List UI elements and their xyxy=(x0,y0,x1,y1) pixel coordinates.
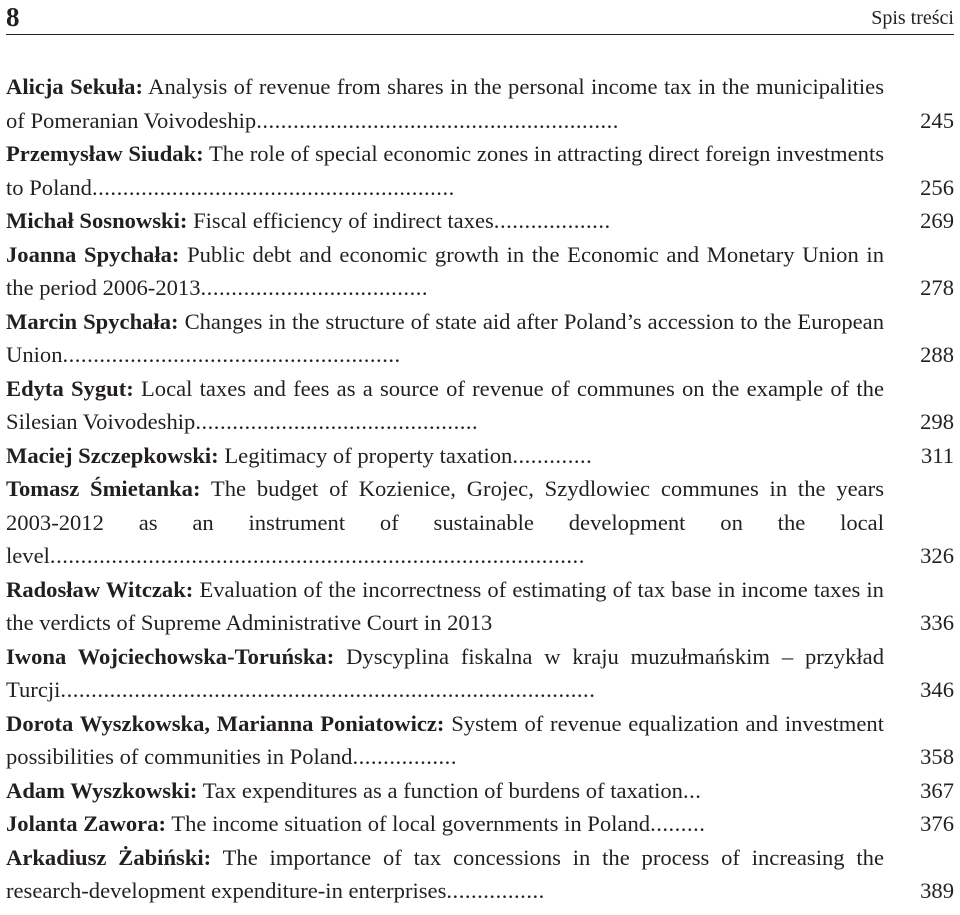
dot-leaders: ..................................... xyxy=(200,275,429,300)
entry-page-number: 336 xyxy=(920,610,954,635)
entry-page-number: 298 xyxy=(920,409,954,434)
entry-page-number: 256 xyxy=(920,174,954,200)
entry-title: Legitimacy of property taxation xyxy=(224,442,513,468)
toc-entry xyxy=(6,439,954,473)
entry-author: Joanna Spychała: xyxy=(6,241,180,267)
dot-leaders: ... xyxy=(682,777,702,803)
table-of-contents xyxy=(6,70,954,908)
toc-entry xyxy=(6,137,954,204)
toc-entry xyxy=(6,372,954,439)
entry-author: Jolanta Zawora: xyxy=(6,811,167,836)
toc-entry-text xyxy=(6,774,884,808)
dot-leaders: ........................................................... xyxy=(91,174,455,200)
dot-leaders: ....................................................................................... xyxy=(49,543,585,568)
entry-author: Michał Sosnowski: xyxy=(6,208,188,233)
toc-entry xyxy=(6,472,954,573)
entry-title: System of revenue equalization and investment possibilities of communities in Poland xyxy=(6,710,884,769)
toc-entry-text xyxy=(6,841,884,908)
dot-leaders: ................ xyxy=(446,878,545,903)
toc-entry-text xyxy=(6,137,884,204)
dot-leaders: ....................................................................................... xyxy=(60,677,596,702)
toc-entry-text xyxy=(6,707,884,774)
entry-page-number: 278 xyxy=(920,275,954,300)
entry-page-number: 326 xyxy=(920,543,954,568)
toc-entry xyxy=(6,707,954,774)
toc-entry-text xyxy=(6,372,884,439)
dot-leaders: ....................................................... xyxy=(62,342,401,367)
entry-page-number: 358 xyxy=(920,744,954,769)
entry-page-number: 376 xyxy=(920,811,954,836)
toc-entry-text xyxy=(6,573,884,640)
entry-author: Radosław Witczak: xyxy=(6,576,194,602)
toc-entry-text xyxy=(6,439,884,473)
entry-author: Dorota Wyszkowska, Marianna Poniatowicz: xyxy=(6,710,445,736)
entry-author: Tomasz Śmietanka: xyxy=(6,476,201,501)
toc-entry xyxy=(6,640,954,707)
dot-leaders: ................... xyxy=(493,208,611,233)
entry-title: Local taxes and fees as a source of revenue of communes on the example of the Silesian Voivodeship xyxy=(6,375,884,434)
entry-title: The role of special economic zones in attracting direct foreign investments to Poland xyxy=(6,141,885,200)
entry-author: Arkadiusz Żabiński: xyxy=(6,844,212,870)
entry-title: Evaluation of the incorrectness of estimating of tax base in income taxes in the verdicts of Supreme Administrative Court in 2013 xyxy=(6,576,884,635)
entry-page-number: 367 xyxy=(920,777,954,803)
entry-title: Dyscyplina fiskalna w kraju muzułmańskim – przykład Turcji xyxy=(6,643,885,702)
page-header xyxy=(6,0,954,35)
dot-leaders: ........................................................... xyxy=(256,107,619,133)
toc-entry-text xyxy=(6,70,884,137)
dot-leaders: ................. xyxy=(352,744,457,769)
entry-page-number: 346 xyxy=(920,677,954,702)
toc-entry-text xyxy=(6,305,884,372)
entry-title: Fiscal efficiency of indirect taxes xyxy=(193,208,494,233)
entry-page-number: 288 xyxy=(920,342,954,367)
entry-page-number: 389 xyxy=(920,878,954,903)
dot-leaders: ......... xyxy=(650,811,706,836)
toc-entry xyxy=(6,841,954,908)
toc-entry-text xyxy=(6,238,884,305)
entry-title: Analysis of revenue from shares in the personal income tax in the municipalities of Pomeranian Voivodeship xyxy=(6,74,884,133)
entry-page-number: 311 xyxy=(920,442,954,468)
entry-author: Iwona Wojciechowska-Toruńska: xyxy=(6,643,335,669)
entry-author: Alicja Sekuła: xyxy=(6,74,143,99)
running-title: Spis treści xyxy=(871,7,954,29)
toc-entry-text xyxy=(6,807,884,841)
entry-author: Edyta Sygut: xyxy=(6,375,134,401)
toc-entry xyxy=(6,238,954,305)
entry-title: The budget of Kozienice, Grojec, Szydlowiec communes in the years 2003-2012 as an instrument of sustainable development on the local level xyxy=(6,476,884,568)
entry-author: Przemysław Siudak: xyxy=(6,141,204,166)
toc-entry xyxy=(6,305,954,372)
toc-entry xyxy=(6,70,954,137)
entry-title: Public debt and economic growth in the Economic and Monetary Union in the period 2006-2013 xyxy=(6,241,884,300)
toc-entry xyxy=(6,204,954,238)
entry-page-number: 269 xyxy=(920,208,954,233)
entry-author: Maciej Szczepkowski: xyxy=(6,442,219,468)
entry-title: The importance of tax concessions in the process of increasing the research-development expenditure-in enterprises xyxy=(6,844,884,903)
dot-leaders: ............. xyxy=(512,442,593,468)
toc-entry xyxy=(6,573,954,640)
entry-title: Tax expenditures as a function of burdens of taxation xyxy=(202,777,683,803)
toc-entry-text xyxy=(6,640,884,707)
entry-title: The income situation of local governments in Poland xyxy=(171,811,651,836)
toc-entry xyxy=(6,774,954,808)
page-number: 8 xyxy=(6,2,20,32)
dot-leaders: .............................................. xyxy=(195,409,479,434)
entry-author: Adam Wyszkowski: xyxy=(6,777,198,803)
toc-entry-text xyxy=(6,204,884,238)
entry-title: Changes in the structure of state aid after Poland’s accession to the European Union xyxy=(6,308,885,367)
toc-entry-text xyxy=(6,472,884,573)
entry-author: Marcin Spychała: xyxy=(6,308,179,334)
toc-entry xyxy=(6,807,954,841)
entry-page-number: 245 xyxy=(920,107,954,133)
